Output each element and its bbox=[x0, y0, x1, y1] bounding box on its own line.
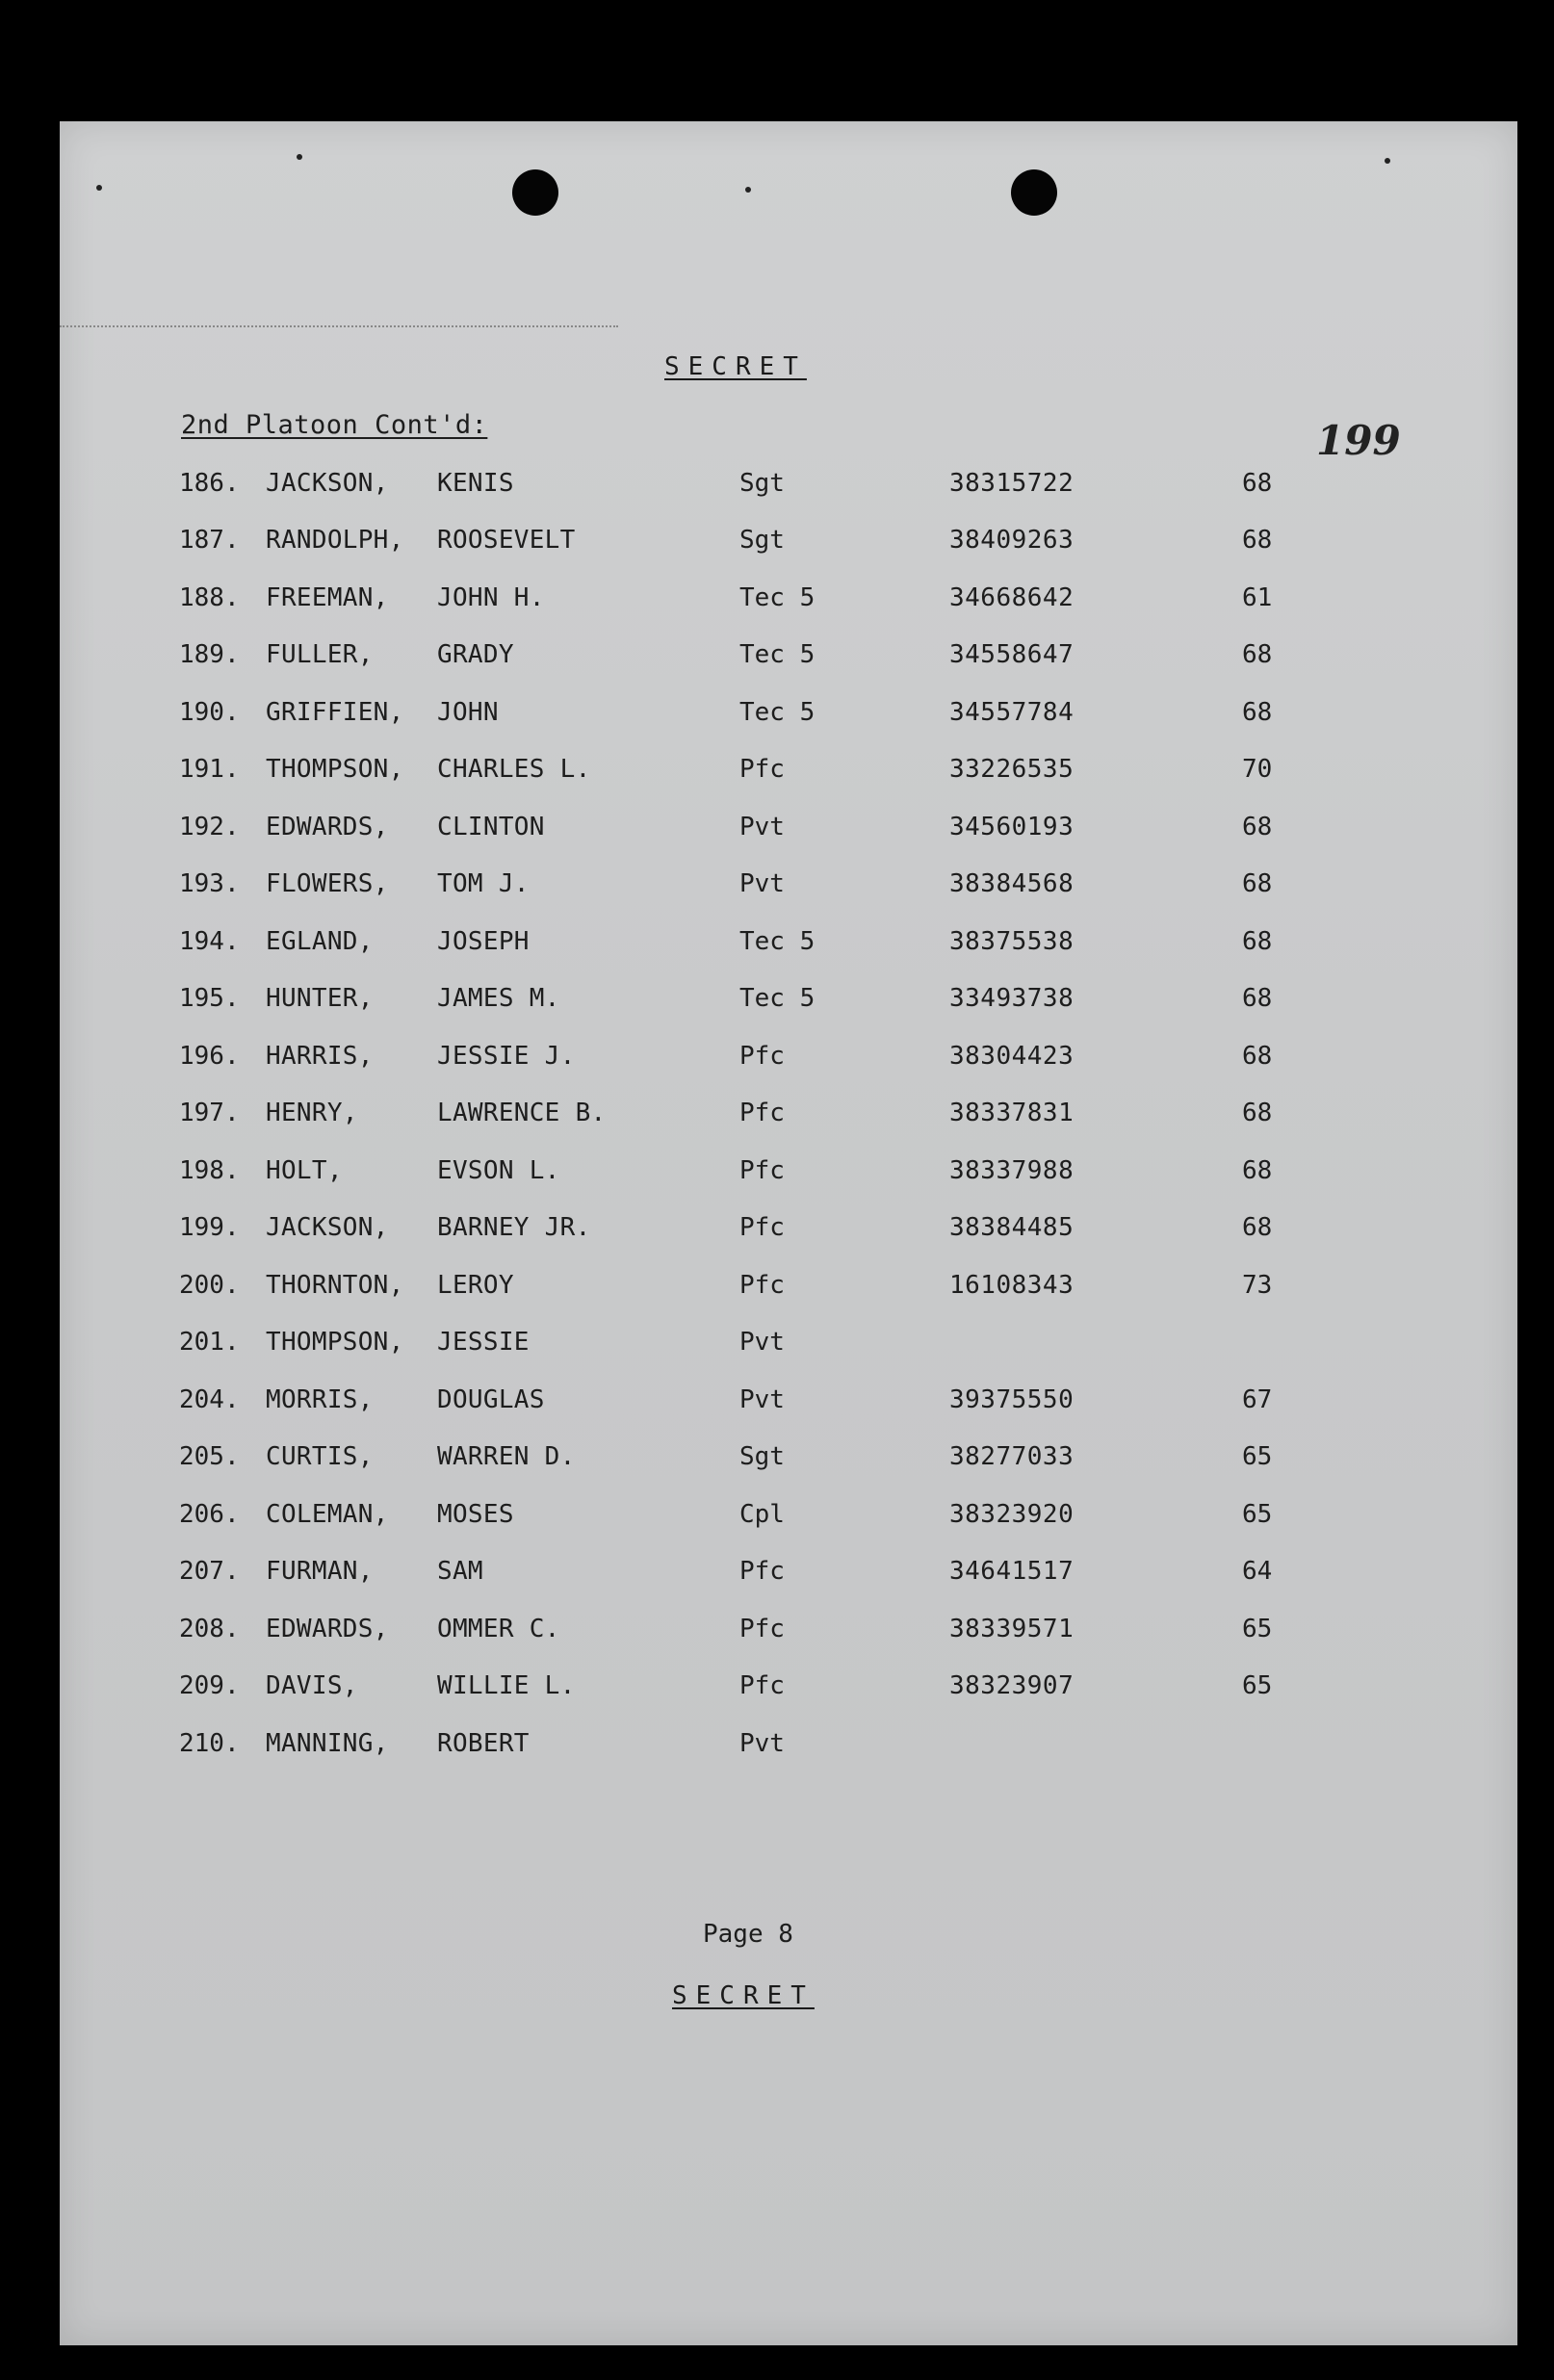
entry-number: 190. bbox=[179, 698, 240, 727]
paper-speck bbox=[96, 185, 102, 191]
last-name: CURTIS, bbox=[266, 1442, 374, 1471]
roster-row bbox=[60, 1495, 1517, 1534]
last-name: JACKSON, bbox=[266, 1213, 389, 1242]
score: 68 bbox=[1242, 1099, 1273, 1127]
serial-number: 38339571 bbox=[949, 1615, 1075, 1643]
score: 68 bbox=[1242, 927, 1273, 956]
punch-hole-right bbox=[1011, 169, 1057, 216]
first-name: BARNEY JR. bbox=[437, 1213, 591, 1242]
entry-number: 192. bbox=[179, 813, 240, 841]
first-name: LAWRENCE B. bbox=[437, 1099, 607, 1127]
first-name: WILLIE L. bbox=[437, 1671, 576, 1700]
last-name: THOMPSON, bbox=[266, 755, 404, 784]
last-name: HUNTER, bbox=[266, 984, 374, 1013]
rank: Pvt bbox=[739, 813, 785, 841]
serial-number: 38304423 bbox=[949, 1042, 1075, 1071]
serial-number: 38323920 bbox=[949, 1500, 1075, 1529]
rank: Pfc bbox=[739, 1099, 785, 1127]
last-name: HENRY, bbox=[266, 1099, 358, 1127]
last-name: HARRIS, bbox=[266, 1042, 374, 1071]
first-name: JESSIE bbox=[437, 1328, 530, 1357]
first-name: ROOSEVELT bbox=[437, 526, 576, 555]
roster-row bbox=[60, 635, 1517, 674]
serial-number: 38384485 bbox=[949, 1213, 1075, 1242]
score: 65 bbox=[1242, 1615, 1273, 1643]
entry-number: 210. bbox=[179, 1729, 240, 1758]
last-name: EDWARDS, bbox=[266, 813, 389, 841]
score: 68 bbox=[1242, 469, 1273, 498]
entry-number: 193. bbox=[179, 869, 240, 898]
serial-number: 38337831 bbox=[949, 1099, 1075, 1127]
entry-number: 208. bbox=[179, 1615, 240, 1643]
roster-row bbox=[60, 464, 1517, 503]
first-name: CLINTON bbox=[437, 813, 545, 841]
rank: Tec 5 bbox=[739, 583, 816, 612]
rank: Cpl bbox=[739, 1500, 785, 1529]
rank: Sgt bbox=[739, 1442, 785, 1471]
entry-number: 207. bbox=[179, 1557, 240, 1586]
rank: Pfc bbox=[739, 1042, 785, 1071]
first-name: CHARLES L. bbox=[437, 755, 591, 784]
rank: Pfc bbox=[739, 1557, 785, 1586]
roster-row bbox=[60, 693, 1517, 732]
roster-row bbox=[60, 521, 1517, 559]
score: 61 bbox=[1242, 583, 1273, 612]
entry-number: 186. bbox=[179, 469, 240, 498]
entry-number: 187. bbox=[179, 526, 240, 555]
first-name: WARREN D. bbox=[437, 1442, 576, 1471]
serial-number: 39375550 bbox=[949, 1385, 1075, 1414]
roster-row bbox=[60, 1094, 1517, 1132]
roster-row bbox=[60, 1266, 1517, 1305]
rank: Pfc bbox=[739, 1615, 785, 1643]
first-name: SAM bbox=[437, 1557, 483, 1586]
rank: Pvt bbox=[739, 1729, 785, 1758]
section-heading: 2nd Platoon Cont'd: bbox=[181, 410, 488, 440]
score: 68 bbox=[1242, 813, 1273, 841]
rank: Pfc bbox=[739, 1271, 785, 1300]
roster-row bbox=[60, 1610, 1517, 1648]
serial-number: 38337988 bbox=[949, 1156, 1075, 1185]
score: 68 bbox=[1242, 1156, 1273, 1185]
serial-number: 38277033 bbox=[949, 1442, 1075, 1471]
serial-number: 38315722 bbox=[949, 469, 1075, 498]
serial-number: 38323907 bbox=[949, 1671, 1075, 1700]
last-name: RANDOLPH, bbox=[266, 526, 404, 555]
entry-number: 204. bbox=[179, 1385, 240, 1414]
last-name: DAVIS, bbox=[266, 1671, 358, 1700]
serial-number: 38384568 bbox=[949, 869, 1075, 898]
first-name: LEROY bbox=[437, 1271, 514, 1300]
serial-number: 38409263 bbox=[949, 526, 1075, 555]
roster-row bbox=[60, 1323, 1517, 1361]
rank: Pvt bbox=[739, 869, 785, 898]
score: 65 bbox=[1242, 1500, 1273, 1529]
punch-hole-left bbox=[512, 169, 558, 216]
entry-number: 191. bbox=[179, 755, 240, 784]
score: 70 bbox=[1242, 755, 1273, 784]
perforation-line bbox=[60, 325, 618, 329]
entry-number: 196. bbox=[179, 1042, 240, 1071]
roster-row bbox=[60, 1037, 1517, 1075]
score: 64 bbox=[1242, 1557, 1273, 1586]
score: 68 bbox=[1242, 984, 1273, 1013]
serial-number: 33226535 bbox=[949, 755, 1075, 784]
entry-number: 199. bbox=[179, 1213, 240, 1242]
entry-number: 188. bbox=[179, 583, 240, 612]
last-name: FURMAN, bbox=[266, 1557, 374, 1586]
score: 68 bbox=[1242, 1042, 1273, 1071]
first-name: TOM J. bbox=[437, 869, 530, 898]
last-name: GRIFFIEN, bbox=[266, 698, 404, 727]
roster-row bbox=[60, 808, 1517, 846]
score: 67 bbox=[1242, 1385, 1273, 1414]
rank: Pvt bbox=[739, 1385, 785, 1414]
last-name: FULLER, bbox=[266, 640, 374, 669]
rank: Tec 5 bbox=[739, 984, 816, 1013]
serial-number: 34641517 bbox=[949, 1557, 1075, 1586]
score: 65 bbox=[1242, 1671, 1273, 1700]
score: 68 bbox=[1242, 640, 1273, 669]
serial-number: 34560193 bbox=[949, 813, 1075, 841]
first-name: ROBERT bbox=[437, 1729, 530, 1758]
score: 68 bbox=[1242, 526, 1273, 555]
page-number: Page 8 bbox=[703, 1920, 793, 1949]
entry-number: 200. bbox=[179, 1271, 240, 1300]
folio-number: 199 bbox=[1316, 417, 1401, 464]
roster-row bbox=[60, 1437, 1517, 1476]
rank: Tec 5 bbox=[739, 927, 816, 956]
score: 68 bbox=[1242, 1213, 1273, 1242]
roster-row bbox=[60, 979, 1517, 1018]
rank: Pfc bbox=[739, 1671, 785, 1700]
classification-bottom: SECRET bbox=[672, 1981, 815, 2010]
roster-row bbox=[60, 922, 1517, 961]
last-name: EDWARDS, bbox=[266, 1615, 389, 1643]
roster-row bbox=[60, 1552, 1517, 1591]
entry-number: 206. bbox=[179, 1500, 240, 1529]
score: 68 bbox=[1242, 698, 1273, 727]
roster-row bbox=[60, 1667, 1517, 1705]
rank: Pfc bbox=[739, 755, 785, 784]
classification-top: SECRET bbox=[664, 352, 807, 381]
serial-number: 33493738 bbox=[949, 984, 1075, 1013]
last-name: JACKSON, bbox=[266, 469, 389, 498]
rank: Pfc bbox=[739, 1156, 785, 1185]
entry-number: 209. bbox=[179, 1671, 240, 1700]
paper-speck bbox=[1385, 158, 1390, 164]
rank: Tec 5 bbox=[739, 640, 816, 669]
first-name: JESSIE J. bbox=[437, 1042, 576, 1071]
first-name: JOHN H. bbox=[437, 583, 545, 612]
rank: Sgt bbox=[739, 526, 785, 555]
score: 65 bbox=[1242, 1442, 1273, 1471]
roster-row bbox=[60, 579, 1517, 617]
entry-number: 189. bbox=[179, 640, 240, 669]
last-name: FREEMAN, bbox=[266, 583, 389, 612]
last-name: FLOWERS, bbox=[266, 869, 389, 898]
last-name: MORRIS, bbox=[266, 1385, 374, 1414]
first-name: GRADY bbox=[437, 640, 514, 669]
first-name: MOSES bbox=[437, 1500, 514, 1529]
entry-number: 198. bbox=[179, 1156, 240, 1185]
score: 68 bbox=[1242, 869, 1273, 898]
document-page bbox=[60, 121, 1517, 2345]
paper-speck bbox=[745, 187, 751, 193]
first-name: JAMES M. bbox=[437, 984, 560, 1013]
serial-number: 38375538 bbox=[949, 927, 1075, 956]
entry-number: 194. bbox=[179, 927, 240, 956]
roster-row bbox=[60, 1724, 1517, 1763]
roster-row bbox=[60, 750, 1517, 789]
last-name: THOMPSON, bbox=[266, 1328, 404, 1357]
first-name: KENIS bbox=[437, 469, 514, 498]
roster-row bbox=[60, 1151, 1517, 1190]
score: 73 bbox=[1242, 1271, 1273, 1300]
last-name: MANNING, bbox=[266, 1729, 389, 1758]
rank: Sgt bbox=[739, 469, 785, 498]
first-name: JOSEPH bbox=[437, 927, 530, 956]
roster-row bbox=[60, 1381, 1517, 1419]
entry-number: 197. bbox=[179, 1099, 240, 1127]
roster-row bbox=[60, 865, 1517, 903]
last-name: HOLT, bbox=[266, 1156, 343, 1185]
serial-number: 34668642 bbox=[949, 583, 1075, 612]
first-name: JOHN bbox=[437, 698, 499, 727]
last-name: EGLAND, bbox=[266, 927, 374, 956]
roster-row bbox=[60, 1208, 1517, 1247]
entry-number: 205. bbox=[179, 1442, 240, 1471]
serial-number: 34558647 bbox=[949, 640, 1075, 669]
last-name: THORNTON, bbox=[266, 1271, 404, 1300]
rank: Pfc bbox=[739, 1213, 785, 1242]
paper-speck bbox=[297, 154, 302, 160]
entry-number: 195. bbox=[179, 984, 240, 1013]
serial-number: 34557784 bbox=[949, 698, 1075, 727]
first-name: DOUGLAS bbox=[437, 1385, 545, 1414]
rank: Tec 5 bbox=[739, 698, 816, 727]
serial-number: 16108343 bbox=[949, 1271, 1075, 1300]
first-name: EVSON L. bbox=[437, 1156, 560, 1185]
entry-number: 201. bbox=[179, 1328, 240, 1357]
rank: Pvt bbox=[739, 1328, 785, 1357]
last-name: COLEMAN, bbox=[266, 1500, 389, 1529]
first-name: OMMER C. bbox=[437, 1615, 560, 1643]
